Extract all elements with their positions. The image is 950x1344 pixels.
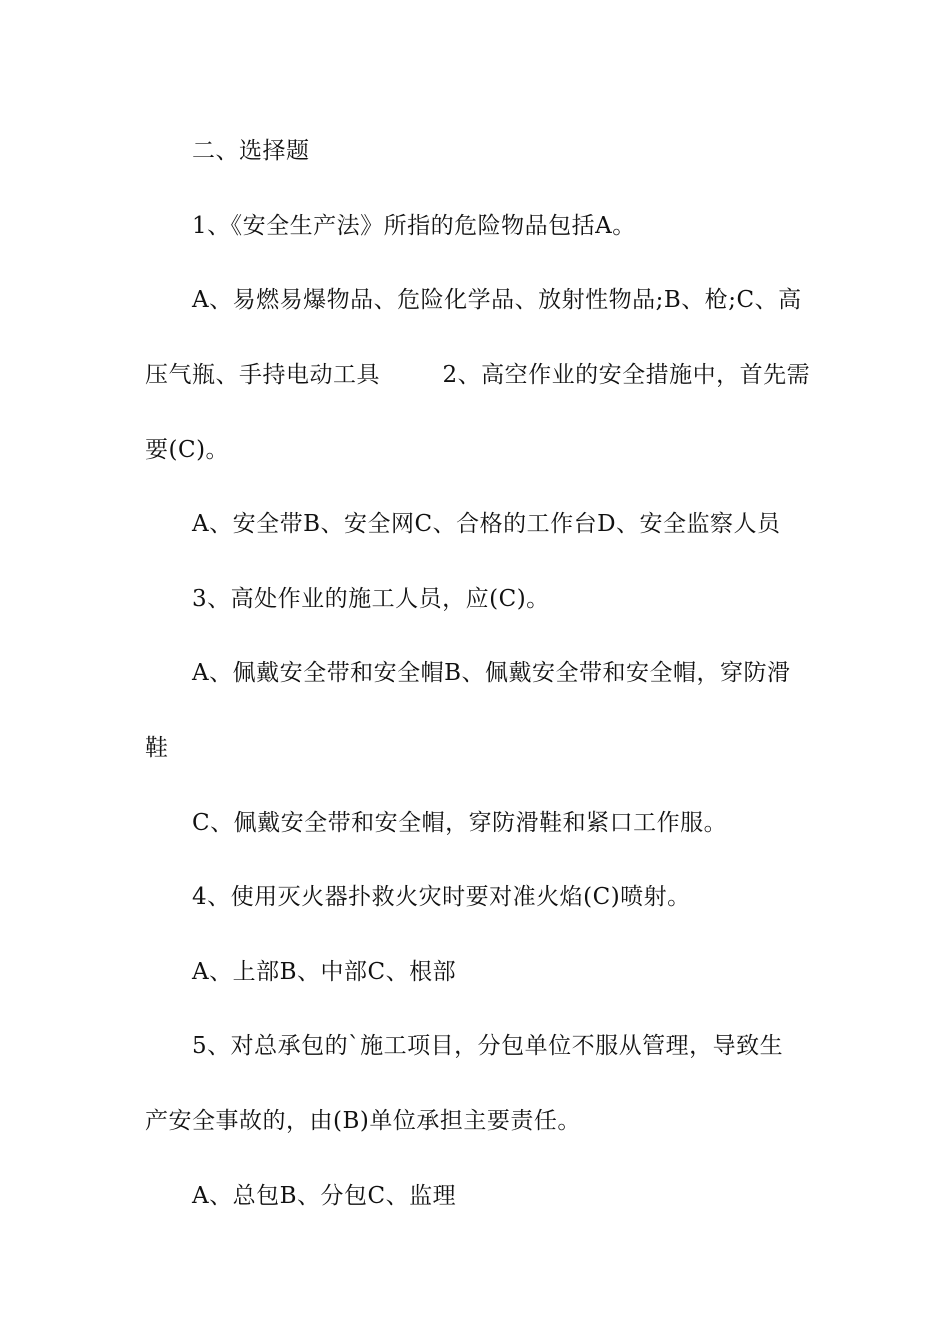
question-5: 5、对总承包的`施工项目，分包单位不服从管理，导致生 xyxy=(192,1033,784,1059)
question-2-options: A、安全带B、安全网C、合格的工作台D、安全监察人员 xyxy=(192,511,781,537)
question-3-options: A、佩戴安全带和安全帽B、佩戴安全带和安全帽，穿防滑 xyxy=(192,660,791,686)
question-3-options-continued: 鞋 xyxy=(145,735,169,761)
question-4-options: A、上部B、中部C、根部 xyxy=(192,959,457,985)
question-1-options: A、易燃易爆物品、危险化学品、放射性物品;B、枪;C、高 xyxy=(192,287,802,313)
question-2-continued: 要(C)。 xyxy=(145,437,230,463)
question-1: 1、《安全生产法》所指的危险物品包括A。 xyxy=(192,213,636,239)
question-3-option-c: C、佩戴安全带和安全帽，穿防滑鞋和紧口工作服。 xyxy=(192,810,728,836)
section-heading: 二、选择题 xyxy=(192,138,310,164)
question-5-continued: 产安全事故的，由(B)单位承担主要责任。 xyxy=(145,1108,581,1134)
question-2: 压气瓶、手持电动工具 2、高空作业的安全措施中，首先需 xyxy=(145,362,811,388)
question-4: 4、使用灭火器扑救火灾时要对准火焰(C)喷射。 xyxy=(192,884,691,910)
question-3: 3、高处作业的施工人员，应(C)。 xyxy=(192,586,550,612)
question-5-options: A、总包B、分包C、监理 xyxy=(192,1183,457,1209)
